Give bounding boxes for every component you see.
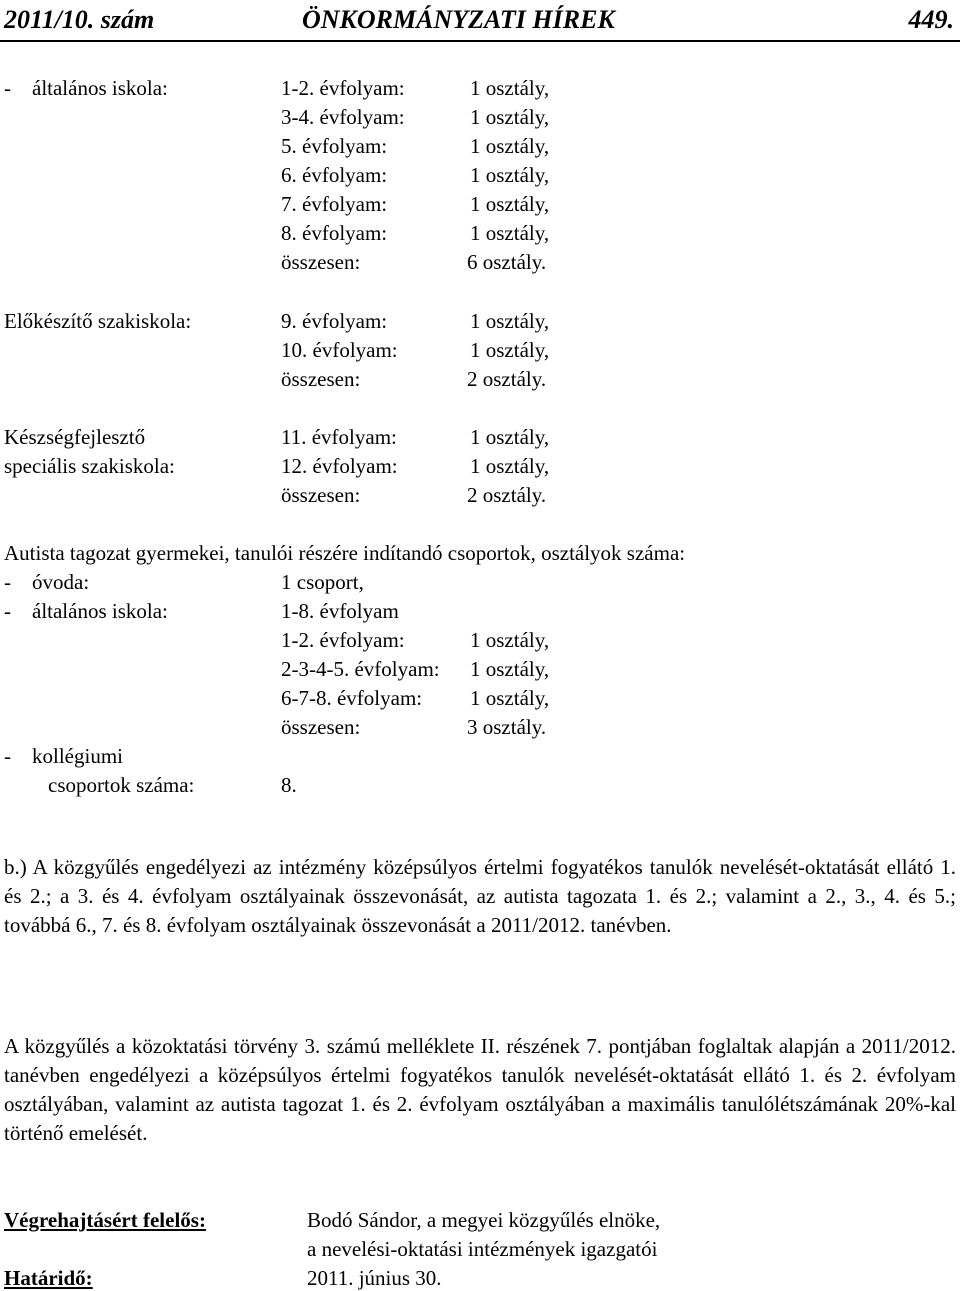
section-label: csoportok száma: <box>48 773 195 797</box>
section-label: - kollégiumi <box>4 744 123 768</box>
section-label: - általános iskola: <box>4 599 168 623</box>
grade-label: 1-2. évfolyam: <box>281 628 405 652</box>
grade-label: 9. évfolyam: <box>281 309 388 333</box>
grade-label: 3-4. évfolyam: <box>281 105 405 129</box>
group-count: 1 csoport, <box>281 570 364 594</box>
grade-label: 11. évfolyam: <box>281 425 397 449</box>
grade-label: 6-7-8. évfolyam: <box>281 686 423 710</box>
total-label: összesen: <box>281 367 361 391</box>
section-label: Készségfejlesztő <box>4 425 146 449</box>
responsible-label: Végrehajtásért felelős: <box>4 1208 206 1232</box>
section-label: Előkészítő szakiskola: <box>4 309 192 333</box>
class-count: 1 osztály, <box>470 76 550 100</box>
grade-label: 6. évfolyam: <box>281 163 388 187</box>
total-count: 3 osztály. <box>467 715 547 739</box>
class-count: 1 osztály, <box>470 657 550 681</box>
class-count: 1 osztály, <box>470 105 550 129</box>
total-label: összesen: <box>281 483 361 507</box>
deadline-value: 2011. június 30. <box>307 1266 442 1290</box>
total-label: összesen: <box>281 715 361 739</box>
section-label: speciális szakiskola: <box>4 454 175 478</box>
total-label: összesen: <box>281 250 361 274</box>
class-count: 1 osztály, <box>470 338 550 362</box>
section-label: - általános iskola: <box>4 76 168 100</box>
class-count: 1 osztály, <box>470 454 550 478</box>
paragraph-c: A közgyűlés a közoktatási törvény 3. számú melléklete II. részének 7. pontjában foglaltak alapján a 2011/2012. tanévben engedélyezi a középsúlyos értelmi fogyatékos tanulók nevelését-oktatását ellátó 1. és 2. évfolyam osztályában, valamint az autista tagozat 1. és 2. évfolyam osztályában a maximális tanulólétszámának 20%-kal történő emelését. <box>4 1034 956 1145</box>
page-number: 449. <box>908 5 954 34</box>
grade-label: 1-2. évfolyam: <box>281 76 405 100</box>
class-count: 1 osztály, <box>470 163 550 187</box>
section-label: - óvoda: <box>4 570 90 594</box>
issue-number: 2011/10. szám <box>4 5 155 34</box>
grade-label: 10. évfolyam: <box>281 338 398 362</box>
grade-label: 8. évfolyam: <box>281 221 388 245</box>
paragraph-b: b.) A közgyűlés engedélyezi az intézmény középsúlyos értelmi fogyatékos tanulók nevelését-oktatását ellátó 1. és 2.; a 3. és 4. évfolyam osztályainak összevonását, az autista tagozata 1. és 2.; valamint a 2., 3., 4. és 5.; továbbá 6., 7. és 8. évfolyam osztályainak összevonását a 2011/2012. tanévben. <box>4 855 956 937</box>
class-count: 1 osztály, <box>470 309 550 333</box>
deadline-label: Határidő: <box>4 1266 93 1290</box>
total-count: 6 osztály. <box>467 250 547 274</box>
section-intro: Autista tagozat gyermekei, tanulói részére indítandó csoportok, osztályok száma: <box>4 541 686 565</box>
grade-label: 5. évfolyam: <box>281 134 388 158</box>
grade-label: 12. évfolyam: <box>281 454 398 478</box>
page-header <box>0 0 960 42</box>
total-count: 2 osztály. <box>467 483 547 507</box>
grade-label: 1-8. évfolyam <box>281 599 399 623</box>
publication-title: ÖNKORMÁNYZATI HÍREK <box>302 5 615 34</box>
responsible-person: Bodó Sándor, a megyei közgyűlés elnöke, <box>307 1208 661 1232</box>
class-count: 1 osztály, <box>470 686 550 710</box>
responsible-person: a nevelési-oktatási intézmények igazgatói <box>307 1237 658 1261</box>
class-count: 1 osztály, <box>470 134 550 158</box>
grade-label: 2-3-4-5. évfolyam: <box>281 657 440 681</box>
class-count: 1 osztály, <box>470 425 550 449</box>
grade-label: 7. évfolyam: <box>281 192 388 216</box>
class-count: 1 osztály, <box>470 192 550 216</box>
total-count: 2 osztály. <box>467 367 547 391</box>
class-count: 1 osztály, <box>470 221 550 245</box>
group-count: 8. <box>281 773 297 797</box>
class-count: 1 osztály, <box>470 628 550 652</box>
